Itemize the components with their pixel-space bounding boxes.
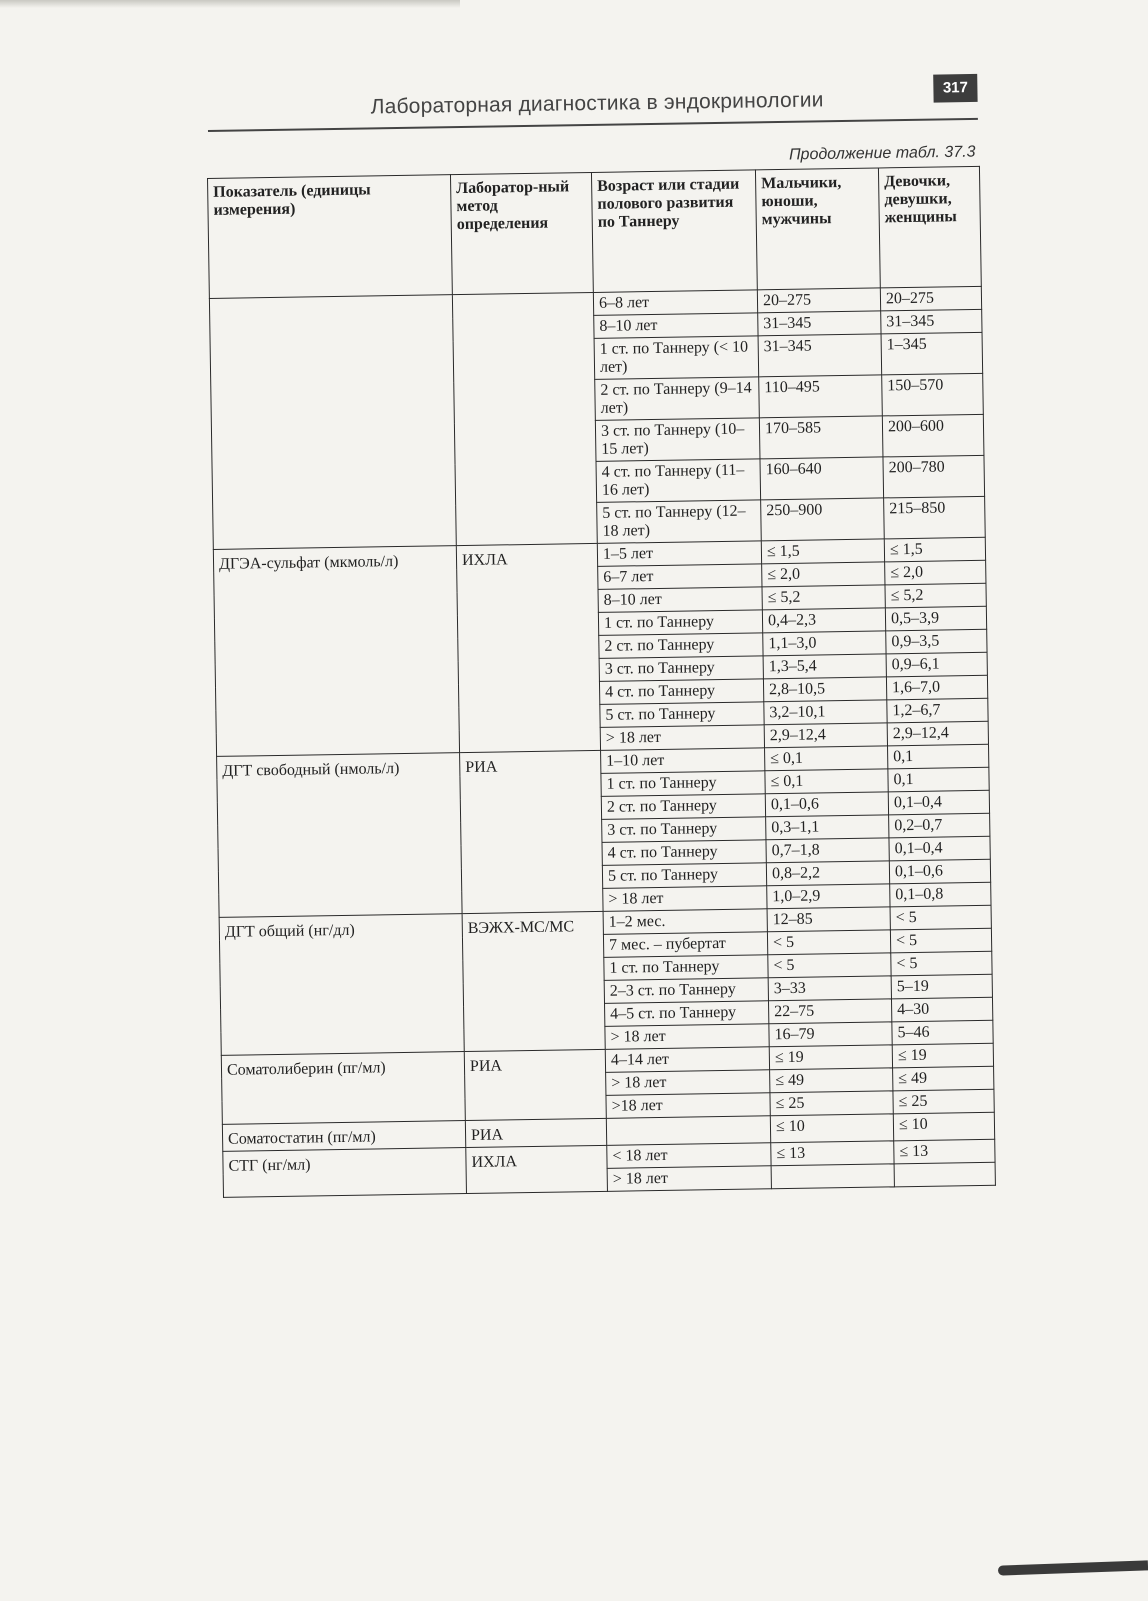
male-value-cell: 0,3–1,1 (766, 815, 889, 840)
female-value-cell: ≤ 49 (893, 1066, 994, 1091)
age-cell: 2 ст. по Таннеру (9–14 лет) (595, 377, 760, 421)
method-cell (452, 292, 597, 545)
method-cell: РИА (464, 1049, 606, 1120)
age-cell: 4 ст. по Таннеру (602, 840, 766, 866)
male-value-cell: 0,1–0,6 (765, 792, 888, 817)
female-value-cell: 5–46 (892, 1020, 993, 1045)
age-cell: >18 лет (606, 1093, 770, 1119)
indicator-cell: СТГ (нг/мл) (223, 1148, 467, 1198)
column-header: Показатель (единицы измерения) (208, 175, 453, 299)
male-value-cell: < 5 (767, 930, 890, 955)
indicator-cell: Соматостатин (пг/мл) (222, 1121, 465, 1152)
age-cell: 1 ст. по Таннеру (601, 771, 765, 797)
age-cell: 3 ст. по Таннеру (602, 817, 766, 843)
running-header (207, 74, 978, 132)
female-value-cell: 200–780 (883, 455, 985, 498)
female-value-cell: < 5 (891, 951, 992, 976)
female-value-cell: < 5 (890, 905, 991, 930)
table-header-row (208, 166, 982, 298)
age-cell: 4–5 ст. по Таннеру (605, 1001, 769, 1027)
indicator-cell: Соматолиберин (пг/мл) (221, 1052, 465, 1125)
female-value-cell: 0,1 (888, 767, 989, 792)
female-value-cell: ≤ 25 (893, 1089, 994, 1114)
female-value-cell: 2,9–12,4 (887, 721, 988, 746)
age-cell: 2–3 ст. по Таннеру (604, 978, 768, 1004)
age-cell: > 18 лет (603, 886, 767, 912)
male-value-cell: 2,9–12,4 (764, 723, 887, 748)
male-value-cell: 250–900 (761, 498, 885, 541)
female-value-cell: 0,9–3,5 (886, 629, 987, 654)
indicator-cell (209, 295, 456, 550)
female-value-cell: 1–345 (881, 332, 983, 375)
age-cell: 1–2 мес. (603, 909, 767, 935)
method-cell: ИХЛА (456, 543, 600, 752)
male-value-cell: 31–345 (758, 311, 881, 336)
indicator-cell: ДГТ общий (нг/дл) (219, 914, 464, 1056)
age-cell: 4–14 лет (605, 1047, 769, 1073)
female-value-cell: 200–600 (882, 414, 984, 457)
scan-edge (998, 1560, 1148, 1575)
column-header: Возраст или стадии полового развития по Таннеру (591, 170, 757, 293)
female-value-cell: ≤ 5,2 (885, 583, 986, 608)
method-cell: РИА (465, 1118, 606, 1147)
age-cell (606, 1116, 770, 1146)
column-header: Девочки, девушки, женщины (878, 166, 981, 288)
age-cell: 2 ст. по Таннеру (599, 633, 763, 659)
male-value-cell: ≤ 2,0 (762, 562, 885, 587)
female-value-cell: 5–19 (891, 974, 992, 999)
page-number-badge: 317 (933, 74, 977, 103)
age-cell: 1–10 лет (601, 748, 765, 774)
age-cell: 4 ст. по Таннеру (11–16 лет) (596, 459, 761, 503)
age-cell: 7 мес. – пубертат (603, 932, 767, 958)
age-cell: 1 ст. по Таннеру (604, 955, 768, 981)
indicator-cell: ДГЭА-сульфат (мкмоль/л) (213, 546, 459, 757)
female-value-cell: 0,1 (888, 744, 989, 769)
age-cell: 8–10 лет (594, 313, 758, 339)
age-cell: 6–8 лет (593, 290, 757, 316)
age-cell: > 18 лет (606, 1070, 770, 1096)
male-value-cell: 0,8–2,2 (766, 861, 889, 886)
female-value-cell: 0,5–3,9 (885, 606, 986, 631)
age-cell: 5 ст. по Таннеру (602, 863, 766, 889)
male-value-cell: ≤ 10 (770, 1114, 893, 1143)
table-body (209, 286, 995, 1197)
male-value-cell: 20–275 (757, 288, 880, 313)
age-cell: 2 ст. по Таннеру (601, 794, 765, 820)
reference-table (207, 166, 995, 1198)
age-cell: 3 ст. по Таннеру (10–15 лет) (595, 418, 760, 462)
male-value-cell: ≤ 1,5 (761, 539, 884, 564)
age-cell: 1–5 лет (597, 541, 761, 567)
scan-shadow (0, 0, 460, 8)
male-value-cell: ≤ 19 (769, 1045, 892, 1070)
age-cell: 4 ст. по Таннеру (599, 679, 763, 705)
method-cell: ИХЛА (466, 1145, 608, 1193)
male-value-cell: 16–79 (769, 1022, 892, 1047)
male-value-cell: ≤ 25 (770, 1091, 893, 1116)
age-cell: 6–7 лет (598, 564, 762, 590)
male-value-cell: 0,4–2,3 (762, 608, 885, 633)
age-cell: > 18 лет (607, 1166, 771, 1192)
male-value-cell: ≤ 13 (771, 1141, 894, 1166)
male-value-cell: 3,2–10,1 (764, 700, 887, 725)
male-value-cell: < 5 (768, 953, 891, 978)
age-cell: 3 ст. по Таннеру (599, 656, 763, 682)
male-value-cell: 1,0–2,9 (767, 884, 890, 909)
male-value-cell: ≤ 0,1 (765, 746, 888, 771)
female-value-cell: 0,2–0,7 (889, 813, 990, 838)
female-value-cell: ≤ 10 (893, 1112, 994, 1141)
female-value-cell: 215–850 (884, 496, 986, 539)
header-rule (208, 118, 978, 132)
male-value-cell: 160–640 (760, 457, 884, 500)
female-value-cell: 0,1–0,4 (888, 790, 989, 815)
column-header: Лаборатор-ный метод определения (450, 172, 593, 294)
male-value-cell: ≤ 49 (770, 1068, 893, 1093)
age-cell: 8–10 лет (598, 587, 762, 613)
age-cell: 5 ст. по Таннеру (12–18 лет) (597, 500, 762, 544)
running-title: Лабораторная диагностика в эндокринологии (370, 88, 824, 119)
female-value-cell (894, 1162, 995, 1187)
female-value-cell: < 5 (890, 928, 991, 953)
male-value-cell: 1,1–3,0 (763, 631, 886, 656)
male-value-cell: 22–75 (768, 999, 891, 1024)
male-value-cell: 2,8–10,5 (763, 677, 886, 702)
age-cell: < 18 лет (607, 1143, 771, 1169)
female-value-cell: 20–275 (880, 286, 981, 311)
female-value-cell: 0,1–0,6 (889, 859, 990, 884)
age-cell: 5 ст. по Таннеру (600, 702, 764, 728)
female-value-cell: 1,6–7,0 (886, 675, 987, 700)
female-value-cell: 150–570 (882, 373, 984, 416)
male-value-cell: ≤ 5,2 (762, 585, 885, 610)
female-value-cell: ≤ 19 (892, 1043, 993, 1068)
column-header: Мальчики, юноши, мужчины (755, 168, 880, 290)
female-value-cell: 1,2–6,7 (887, 698, 988, 723)
age-cell: > 18 лет (605, 1024, 769, 1050)
male-value-cell: 170–585 (759, 416, 883, 459)
male-value-cell: ≤ 0,1 (765, 769, 888, 794)
female-value-cell: 0,9–6,1 (886, 652, 987, 677)
age-cell: > 18 лет (600, 725, 764, 751)
age-cell: 1 ст. по Таннеру (598, 610, 762, 636)
female-value-cell: ≤ 1,5 (884, 537, 985, 562)
method-cell: РИА (460, 750, 604, 913)
indicator-cell: ДГТ свободный (нмоль/л) (217, 753, 462, 918)
male-value-cell (771, 1164, 894, 1189)
male-value-cell: 110–495 (759, 375, 883, 418)
female-value-cell: 0,1–0,8 (890, 882, 991, 907)
female-value-cell: ≤ 2,0 (885, 560, 986, 585)
age-cell: 1 ст. по Таннеру (< 10 лет) (594, 336, 759, 380)
male-value-cell: 31–345 (758, 334, 882, 377)
table-caption: Продолжение табл. 37.3 (789, 143, 977, 164)
female-value-cell: 4–30 (891, 997, 992, 1022)
female-value-cell: ≤ 13 (894, 1139, 995, 1164)
male-value-cell: 0,7–1,8 (766, 838, 889, 863)
male-value-cell: 3–33 (768, 976, 891, 1001)
female-value-cell: 0,1–0,4 (889, 836, 990, 861)
male-value-cell: 12–85 (767, 907, 890, 932)
female-value-cell: 31–345 (881, 309, 982, 334)
male-value-cell: 1,3–5,4 (763, 654, 886, 679)
method-cell: ВЭЖХ-МС/МС (462, 911, 605, 1051)
